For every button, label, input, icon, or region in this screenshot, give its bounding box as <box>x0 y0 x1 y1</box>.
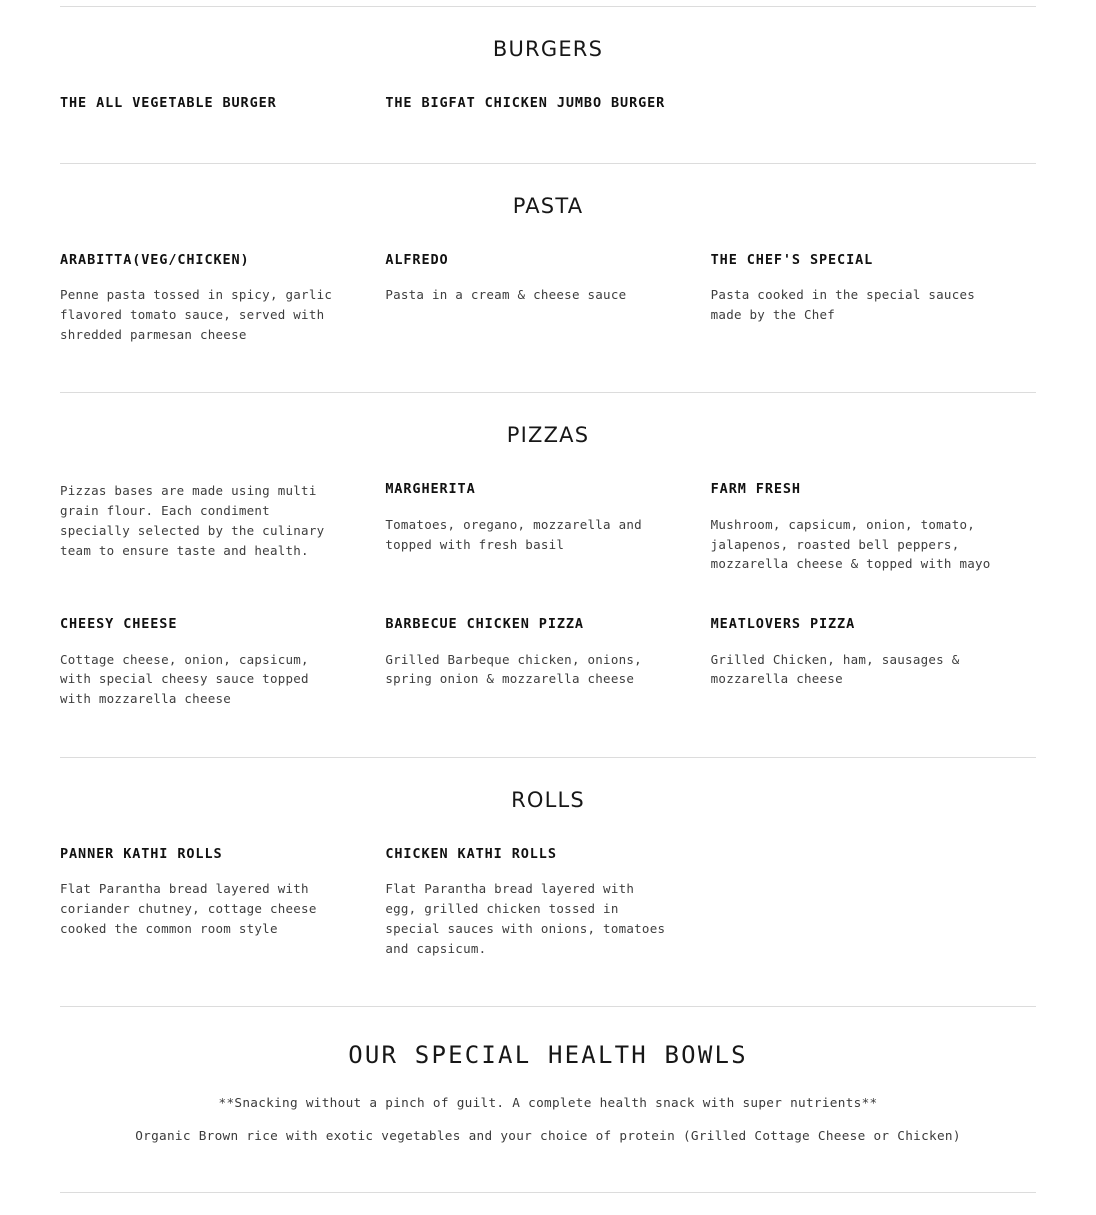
menu-item[interactable] <box>711 481 1036 574</box>
section-divider <box>60 163 1036 164</box>
menu-item-name: ARABITTA(VEG/CHICKEN) <box>60 251 250 268</box>
menu-section-pizzas <box>0 423 1096 757</box>
menu-item[interactable] <box>60 252 385 345</box>
menu-item-description: Grilled Chicken, ham, sausages & mozzarella cheese <box>710 651 960 687</box>
menu-item-name: CHICKEN KATHI ROLLS <box>385 845 557 862</box>
menu-item[interactable] <box>385 616 710 709</box>
burgers-item-grid <box>60 95 1036 129</box>
menu-item-name: MEATLOVERS PIZZA <box>710 616 856 633</box>
pizzas-item-grid-row-2 <box>60 616 1036 709</box>
menu-item-description: Pasta cooked in the special sauces made by the Chef <box>710 287 976 322</box>
section-divider <box>60 1006 1036 1007</box>
rolls-item-grid <box>60 846 1036 959</box>
menu-item-name: ALFREDO <box>385 251 449 268</box>
pizza-row-gap <box>60 574 1036 616</box>
menu-item-description: Flat Parantha bread layered with egg, grilled chicken tossed in special sauces with onions, tomatoes and capsicum. <box>385 881 666 956</box>
section-title-rolls: ROLLS <box>511 787 585 812</box>
section-divider <box>60 392 1036 393</box>
menu-item[interactable] <box>60 846 385 959</box>
pizzas-item-grid-row-1 <box>60 481 1036 574</box>
menu-item-name: THE CHEF'S SPECIAL <box>710 251 874 268</box>
top-divider <box>60 6 1036 7</box>
section-title-pizzas: PIZZAS <box>506 423 590 448</box>
menu-item-description: Pasta in a cream & cheese sauce <box>385 287 627 303</box>
menu-section-burgers <box>0 37 1096 163</box>
menu-item[interactable] <box>385 846 710 959</box>
menu-item[interactable] <box>711 252 1036 345</box>
menu-item[interactable] <box>60 616 385 709</box>
menu-item-description: Grilled Barbeque chicken, onions, spring onion & mozzarella cheese <box>385 651 642 687</box>
menu-item-name: THE BIGFAT CHICKEN JUMBO BURGER <box>385 95 666 111</box>
section-title-pasta: PASTA <box>512 193 584 218</box>
section-title-burgers: BURGERS <box>492 37 604 61</box>
menu-item[interactable] <box>711 616 1036 709</box>
menu-page <box>0 6 1096 1215</box>
health-bowls-note-secondary: Organic Brown rice with exotic vegetables and your choice of protein (Grilled Cottage Cheese or Chicken) <box>135 1127 961 1143</box>
pizza-base-note-text: Pizzas bases are made using multi grain flour. Each condiment specially selected by the culinary team to ensure taste and health. <box>60 483 325 558</box>
menu-item[interactable] <box>385 481 710 574</box>
pasta-item-grid <box>60 252 1036 345</box>
menu-item-placeholder <box>711 846 1036 959</box>
section-title-health-bowls: OUR SPECIAL HEALTH BOWLS <box>348 1041 748 1070</box>
menu-item-description: Cottage cheese, onion, capsicum, with special cheesy sauce topped with mozzarella cheese <box>60 651 309 707</box>
menu-item-name: THE ALL VEGETABLE BURGER <box>60 95 277 111</box>
menu-item-description: Mushroom, capsicum, onion, tomato, jalapenos, roasted bell peppers, mozzarella cheese & topped with mayo <box>710 516 991 572</box>
menu-section-health-bowls <box>0 1041 1096 1192</box>
menu-item-placeholder <box>711 95 1036 129</box>
menu-item-description: Flat Parantha bread layered with coriander chutney, cottage cheese cooked the common room style <box>60 881 317 936</box>
menu-item-name: PANNER KATHI ROLLS <box>60 845 223 862</box>
menu-item-name: MARGHERITA <box>385 481 476 498</box>
menu-item-description: Tomatoes, oregano, mozzarella and topped with fresh basil <box>385 516 642 552</box>
section-divider <box>60 757 1036 758</box>
menu-item[interactable] <box>60 95 385 129</box>
menu-item-description: Penne pasta tossed in spicy, garlic flavored tomato sauce, served with shredded parmesan cheese <box>60 287 333 342</box>
menu-item-name: FARM FRESH <box>710 481 801 498</box>
health-bowls-note-primary: **Snacking without a pinch of guilt. A complete health snack with super nutrients** <box>218 1095 878 1111</box>
menu-section-rolls <box>0 788 1096 1007</box>
menu-item-name: CHEESY CHEESE <box>60 616 178 633</box>
menu-item[interactable] <box>385 252 710 345</box>
menu-item[interactable] <box>385 95 710 129</box>
menu-item-name: BARBECUE CHICKEN PIZZA <box>385 616 584 633</box>
pizza-base-note <box>60 481 385 574</box>
bottom-spacer <box>0 1193 1096 1215</box>
menu-section-pasta <box>0 194 1096 393</box>
